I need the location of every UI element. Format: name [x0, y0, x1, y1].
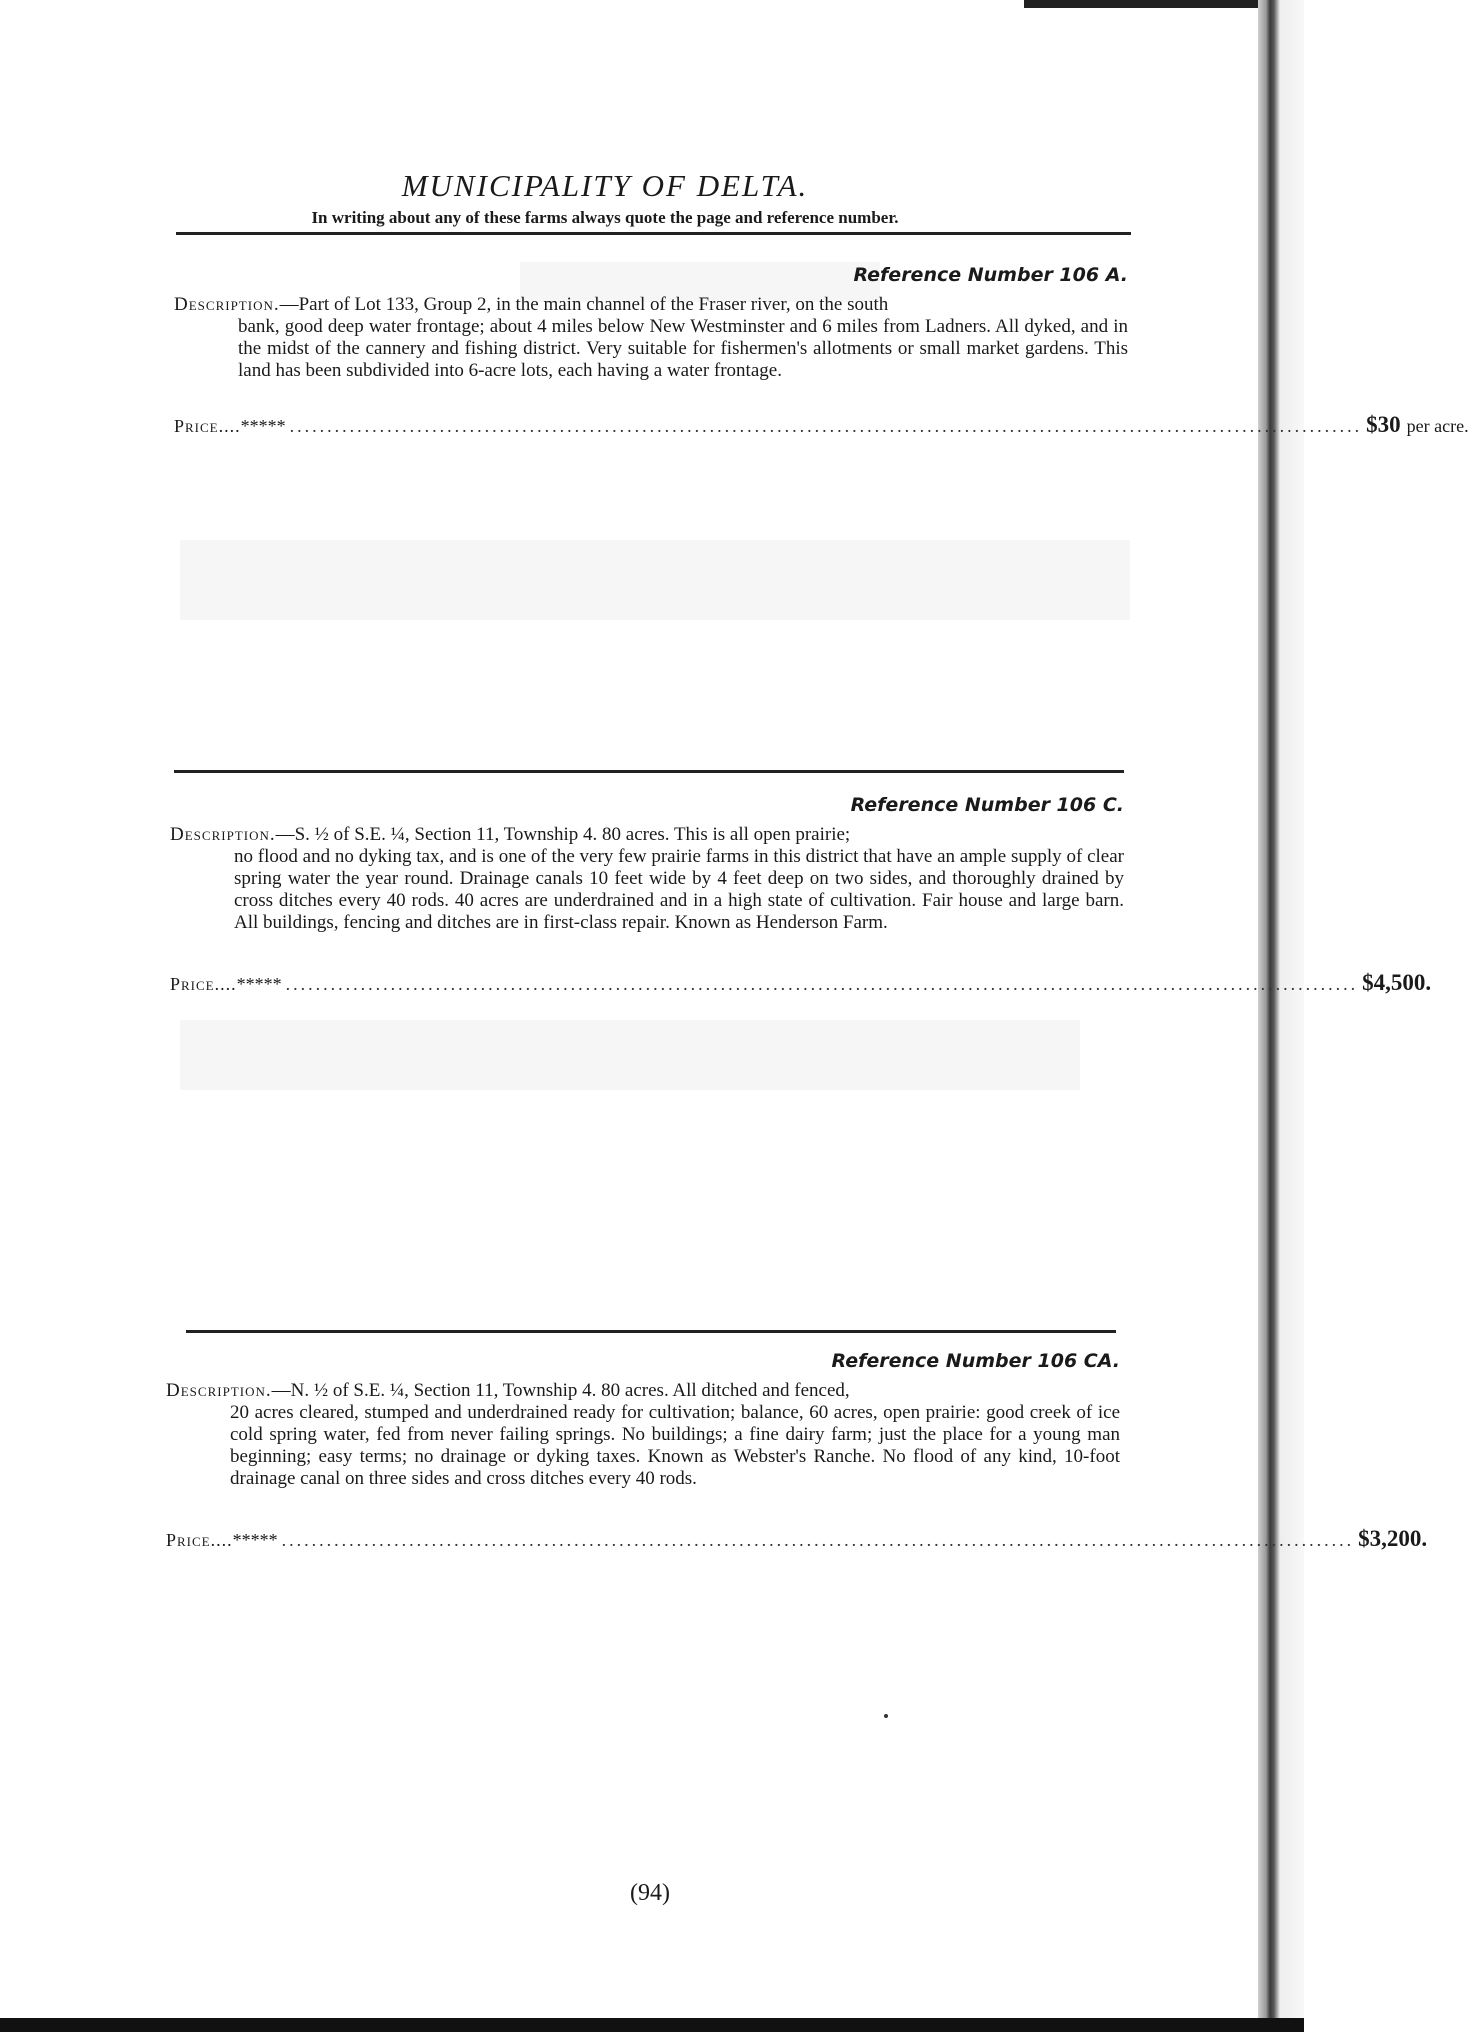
- price-row: [170, 970, 1432, 996]
- reference-number: Reference Number 106 CA.: [831, 1350, 1120, 1372]
- price-amount: $3,200.: [1358, 1526, 1428, 1551]
- price-row: [166, 1526, 1428, 1552]
- page-subtitle: In writing about any of these farms always quote the page and reference number.: [311, 208, 899, 227]
- page-number: (94): [630, 1880, 670, 1906]
- description-body: no flood and no dyking tax, and is one of the very few prairie farms in this district that have an ample supply of clear spring water the year round. Drainage canals 10 feet wide by 4 feet deep on two sides, and thoroughly drained by cross ditches every 40 rods. 40 acres are underdrained and in a high state of cultivation. Fair house and large barn. All buildings, fencing and ditches are in first-class repair. Known as Henderson Farm.: [234, 846, 1124, 933]
- section-rule: [174, 770, 1124, 773]
- bleed-through-shadow: [180, 540, 1130, 620]
- page-title: MUNICIPALITY OF DELTA.: [401, 168, 809, 203]
- price-label: Price....: [166, 1530, 233, 1550]
- description-label: Description.: [174, 294, 280, 315]
- description-first-line: —Part of Lot 133, Group 2, in the main channel of the Fraser river, on the south: [279, 294, 889, 315]
- listing-description: [174, 294, 1128, 382]
- price-label: Price....: [174, 416, 241, 436]
- price-amount: $4,500.: [1362, 970, 1432, 995]
- price-unit: per acre.: [1406, 416, 1469, 436]
- listing-description: [166, 1380, 1120, 1490]
- price-label: Price....: [170, 974, 237, 994]
- listing-106c: [170, 790, 1432, 1010]
- reference-number: Reference Number 106 C.: [850, 794, 1124, 816]
- price-leader-dots: ...............................................................................................................................................: [285, 974, 1359, 994]
- scan-bottom-edge: [0, 2018, 1304, 2032]
- price-amount: $30: [1366, 412, 1401, 437]
- bleed-through-shadow: [180, 1020, 1080, 1090]
- price-stars: *****: [236, 974, 282, 994]
- description-label: Description.: [170, 824, 276, 845]
- reference-number: Reference Number 106 A.: [853, 264, 1128, 286]
- price-row: [174, 412, 1469, 438]
- scan-right-edge: [1258, 0, 1304, 2032]
- section-rule: [186, 1330, 1116, 1333]
- price-leader-dots: ...............................................................................................................................................: [281, 1530, 1355, 1550]
- listing-106ca: [166, 1346, 1428, 1566]
- price-leader-dots: ...............................................................................................................................................: [289, 416, 1363, 436]
- description-body: 20 acres cleared, stumped and underdrained ready for cultivation; balance, 60 acres, open prairie: good creek of ice cold spring water, fed from never failing springs. No buildings; a fine dairy farm; just the place for a young man beginning; easy terms; no drainage or dyking taxes. Known as Webster's Ranche. No flood of any kind, 10-foot drainage canal on three sides and cross ditches every 40 rods.: [230, 1402, 1120, 1489]
- price-stars: *****: [240, 416, 286, 436]
- description-first-line: —N. ½ of S.E. ¼, Section 11, Township 4. 80 acres. All ditched and fenced,: [271, 1380, 850, 1401]
- scan-speck: [884, 1714, 888, 1718]
- description-label: Description.: [166, 1380, 272, 1401]
- price-stars: *****: [232, 1530, 278, 1550]
- listing-description: [170, 824, 1124, 934]
- listing-106a: [174, 260, 1469, 450]
- description-first-line: —S. ½ of S.E. ¼, Section 11, Township 4. 80 acres. This is all open prairie;: [275, 824, 851, 845]
- description-body: bank, good deep water frontage; about 4 miles below New Westminster and 6 miles from Ladners. All dyked, and in the midst of the cannery and fishing district. Very suitable for fishermen's allotments or small market gardens. This land has been subdivided into 6-acre lots, each having a water frontage.: [238, 316, 1128, 381]
- header-rule: [176, 232, 1131, 235]
